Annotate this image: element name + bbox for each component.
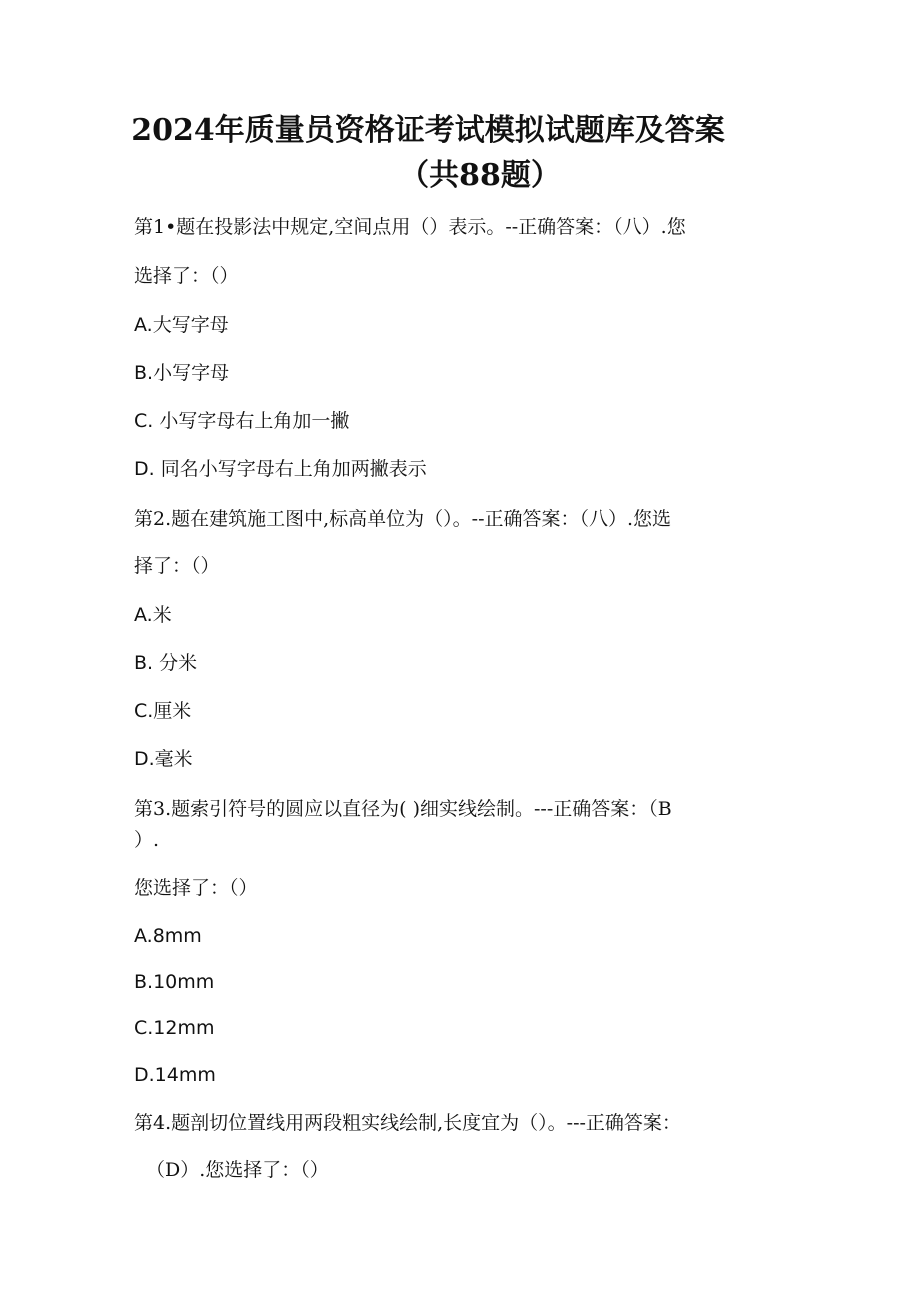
question-1-option-c: C. 小写字母右上角加一撇 [134,410,350,432]
document-title: 2024年质量员资格证考试模拟试题库及答案 [131,113,725,148]
question-1-option-b: B.小写字母 [134,362,230,384]
question-3-option-a: A.8mm [134,925,202,947]
question-1-option-a: A.大写字母 [134,314,229,336]
question-1-option-d: D. 同名小写字母右上角加两撇表示 [134,458,427,480]
document-subtitle: （共88题） [399,158,561,193]
question-1-stem-line-1: 第1•题在投影法中规定,空间点用（）表示。--正确答案：（八）.您 [134,216,686,238]
question-4-stem-line-2: （D）.您选择了：（） [146,1159,329,1181]
question-2-stem-line-1: 第2.题在建筑施工图中,标高单位为（）。--正确答案：（八）.您选 [134,508,672,530]
question-2-option-d: D.毫米 [134,748,193,770]
question-2-option-b: B. 分米 [134,652,198,674]
question-2-stem-line-2: 择了：（） [134,555,220,577]
question-1-stem-line-2: 选择了：（） [134,265,239,287]
question-3-option-c: C.12mm [134,1017,215,1039]
question-3-stem-line-2: ）. [134,829,160,851]
question-2-option-c: C.厘米 [134,700,192,722]
question-3-stem-line-3: 您选择了：（） [134,877,258,899]
question-4-stem-line-1: 第4.题剖切位置线用两段粗实线绘制,长度宜为（）。---正确答案： [134,1112,681,1134]
question-3-stem-line-1: 第3.题索引符号的圆应以直径为( )细实线绘制。---正确答案：（B [134,798,672,820]
question-2-option-a: A.米 [134,604,172,626]
question-3-option-d: D.14mm [134,1064,216,1086]
question-3-option-b: B.10mm [134,971,215,993]
